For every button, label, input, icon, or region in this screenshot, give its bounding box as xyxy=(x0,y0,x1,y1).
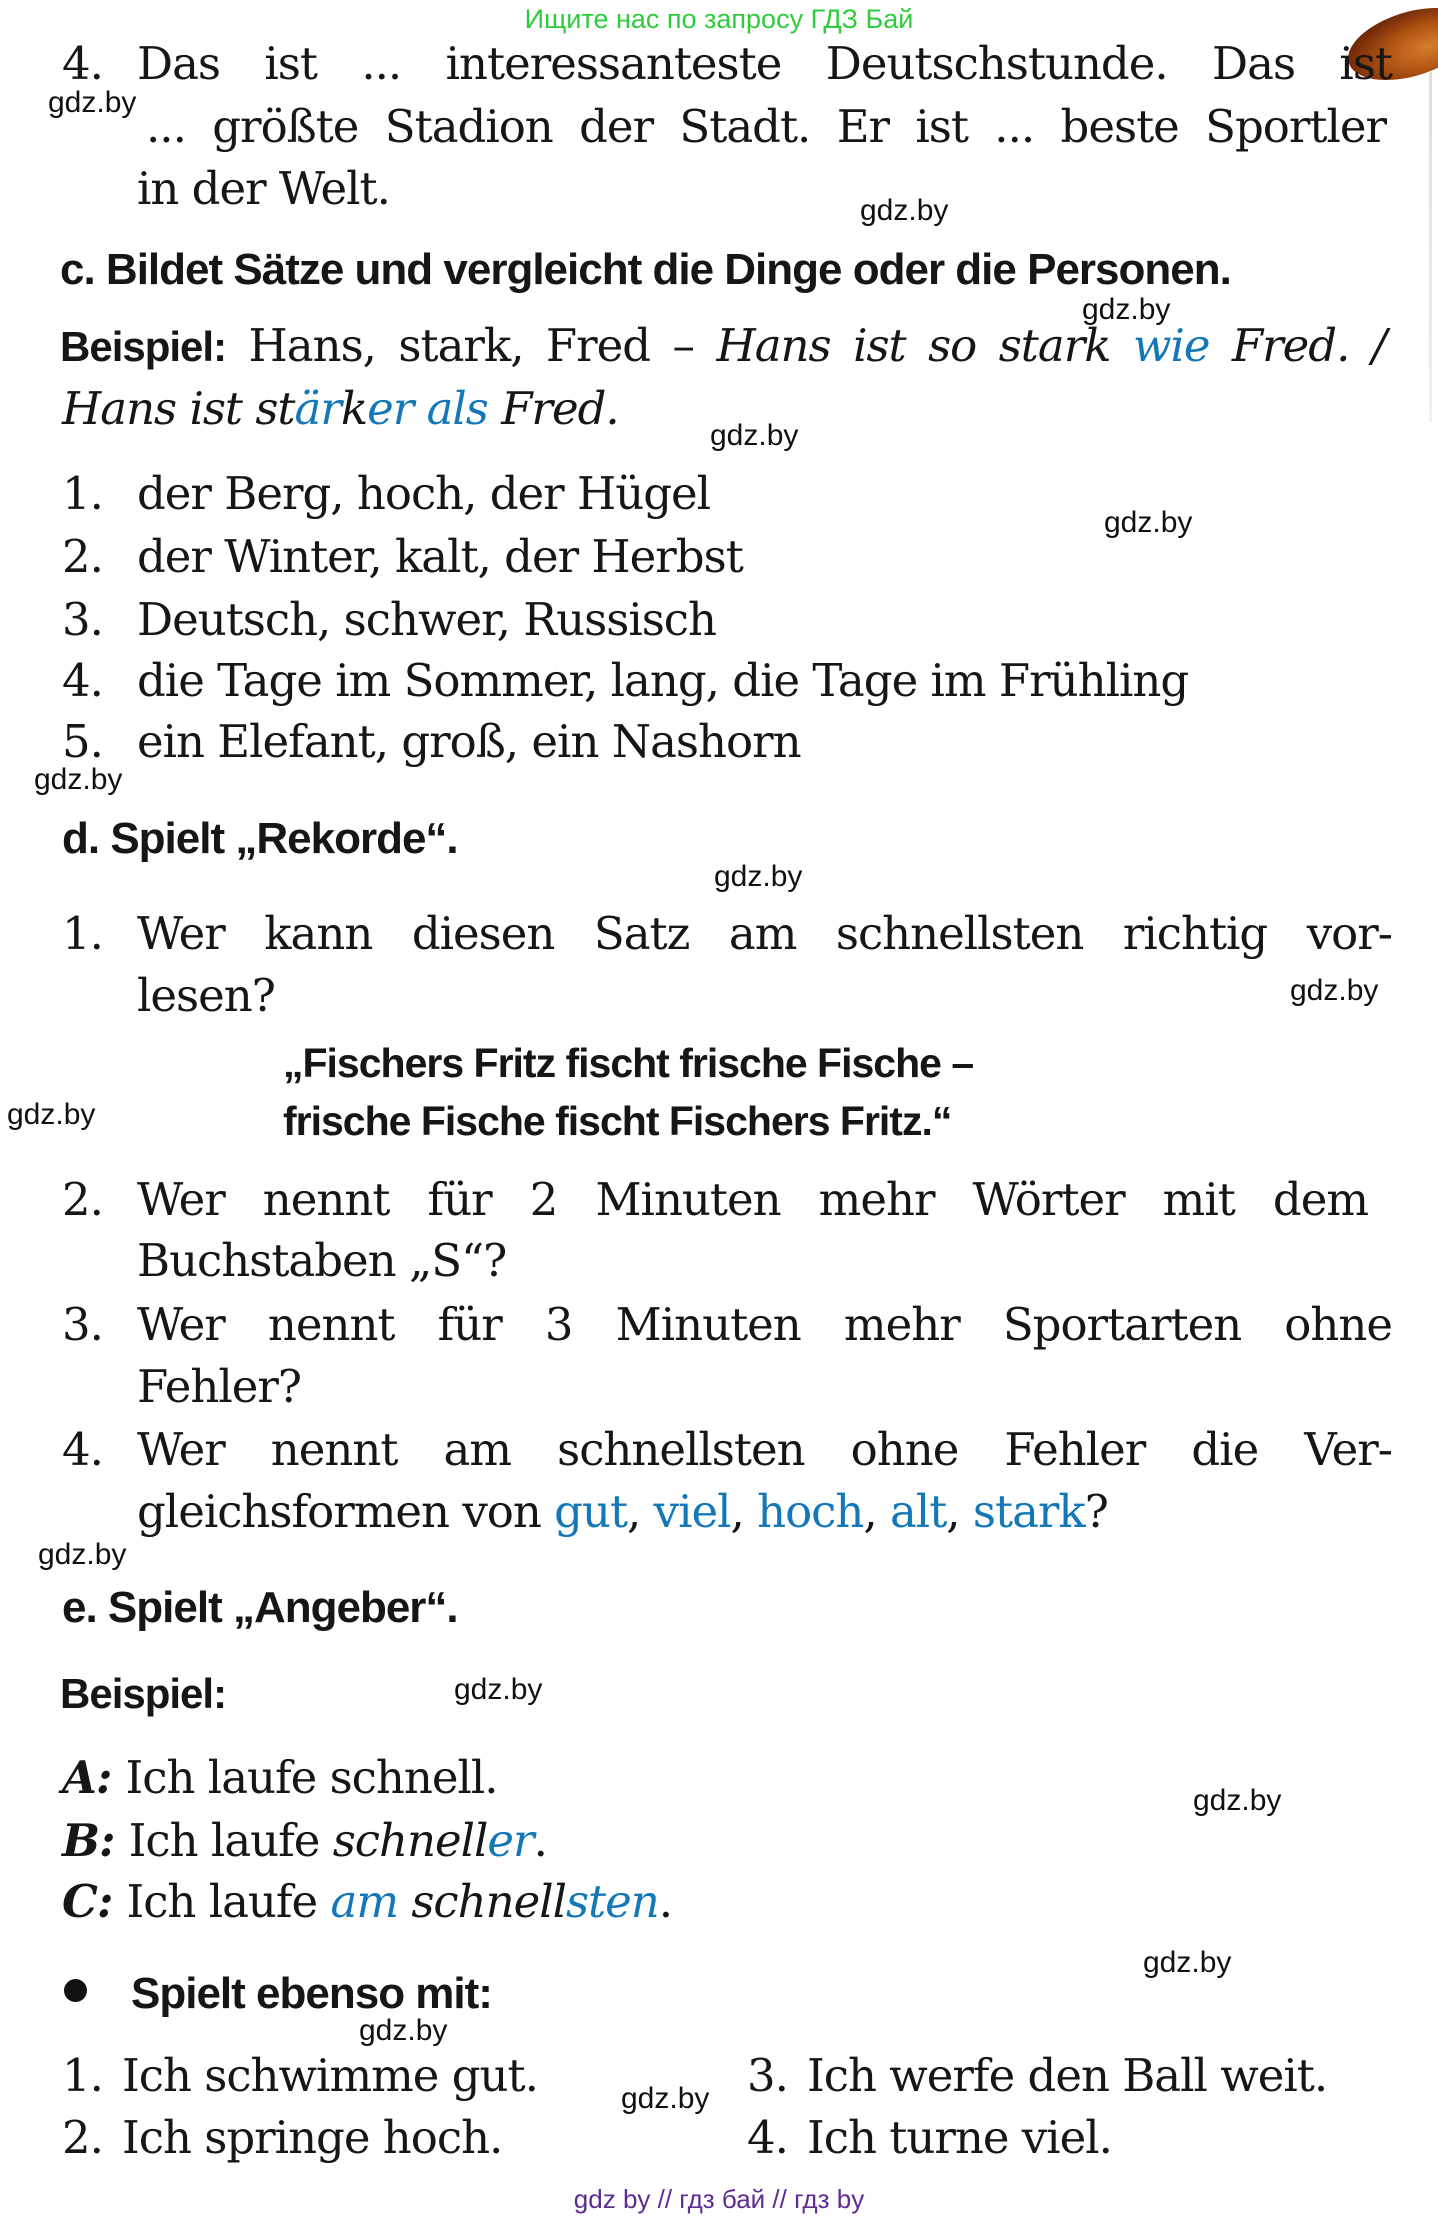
separator: , xyxy=(946,1485,973,1538)
drill-item xyxy=(62,2110,502,2166)
watermark-gdz: gdz.by xyxy=(34,763,123,796)
example-tail: Fred. / xyxy=(1209,319,1386,372)
dialog-line-c xyxy=(62,1874,672,1930)
page-edge-shadow xyxy=(1429,72,1432,422)
watermark-gdz: gdz.by xyxy=(1104,506,1193,539)
question-text: Wer nennt für 3 Minuten mehr Sportarten ohne xyxy=(137,1298,1392,1351)
question-text: Wer kann diesen Satz am schnellsten richtig vor- xyxy=(137,907,1392,960)
item-number: 4. xyxy=(747,2111,788,2164)
watermark-gdz: gdz.by xyxy=(38,1538,127,1571)
item-text: Deutsch, schwer, Russisch xyxy=(137,593,716,646)
highlight-word: hoch xyxy=(757,1485,864,1538)
example2-seg: Hans ist st xyxy=(62,382,295,435)
item-number: 4. xyxy=(62,654,103,707)
dialog-text: Ich laufe xyxy=(128,1814,333,1867)
speaker-label: A: xyxy=(62,1751,112,1804)
question-line xyxy=(62,1422,1392,1478)
example-given: Hans, stark, Fred – xyxy=(248,319,717,372)
dialog-line-b xyxy=(62,1813,547,1869)
watermark-gdz: gdz.by xyxy=(1143,1946,1232,1979)
bullet-icon xyxy=(64,1979,87,2002)
section-d-heading: d. Spielt „Rekorde“. xyxy=(62,814,458,863)
watermark-gdz: gdz.by xyxy=(621,2082,710,2115)
dialog-line-a xyxy=(62,1750,498,1806)
dialog-text: Ich laufe xyxy=(126,1875,331,1928)
promo-banner: Ищите нас по запросу ГДЗ Бай xyxy=(524,4,914,34)
section-c-example-line2 xyxy=(62,381,619,437)
question-continuation: lesen? xyxy=(137,969,275,1022)
footer-watermark: gdz by // гдз бай // гдз by xyxy=(573,2184,865,2214)
highlight-suffix: sten xyxy=(566,1875,659,1928)
bullet-heading-line xyxy=(64,1966,492,2021)
question-continuation xyxy=(137,1484,1108,1540)
exercise4-line2-text: ... größte Stadion der Stadt. Er ist ... beste Sportler xyxy=(146,100,1386,153)
highlight-word: am xyxy=(330,1875,412,1928)
highlight-word: alt xyxy=(889,1485,947,1538)
drill-item xyxy=(62,2048,538,2104)
item-number: 1. xyxy=(62,2049,103,2102)
item-text: ein Elefant, groß, ein Nashorn xyxy=(137,715,801,768)
speaker-label: B: xyxy=(62,1814,115,1867)
question-number: 4. xyxy=(62,1423,103,1476)
question-mark: ? xyxy=(1084,1485,1108,1538)
watermark-gdz: gdz.by xyxy=(454,1673,543,1706)
example2-highlight: är xyxy=(294,382,341,435)
separator: , xyxy=(627,1485,654,1538)
example-highlight-wie: wie xyxy=(1132,319,1210,372)
item-text: die Tage im Sommer, lang, die Tage im Frühling xyxy=(137,654,1189,707)
separator: , xyxy=(730,1485,758,1538)
exercise4-number: 4. xyxy=(62,37,103,90)
speaker-label: C: xyxy=(62,1875,113,1928)
example2-seg: Fred. xyxy=(487,382,619,435)
item-number: 1. xyxy=(62,467,103,520)
example2-seg: k xyxy=(340,382,368,435)
watermark-gdz: gdz.by xyxy=(714,860,803,893)
question-text: gleichsformen von xyxy=(137,1485,555,1538)
item-number: 5. xyxy=(62,715,103,768)
section-c-heading: c. Bildet Sätze und vergleicht die Dinge oder die Personen. xyxy=(60,245,1231,294)
question-continuation: Buchstaben „S“? xyxy=(137,1234,507,1287)
bullet-heading-text: Spielt ebenso mit: xyxy=(131,1969,492,2018)
watermark-gdz: gdz.by xyxy=(7,1098,96,1131)
question-continuation: Fehler? xyxy=(137,1360,302,1413)
separator: , xyxy=(863,1485,890,1538)
highlight-suffix: er xyxy=(487,1814,534,1867)
drill-item xyxy=(747,2110,1112,2166)
question-number: 1. xyxy=(62,907,103,960)
list-item xyxy=(62,653,1188,709)
item-number: 3. xyxy=(62,593,103,646)
drill-item xyxy=(747,2048,1327,2104)
list-item xyxy=(62,592,716,648)
watermark-gdz: gdz.by xyxy=(48,86,137,119)
item-text: Ich schwimme gut. xyxy=(122,2049,538,2102)
question-text: Wer nennt für 2 Minuten mehr Wörter mit dem xyxy=(137,1173,1368,1226)
list-item xyxy=(62,714,801,770)
list-item xyxy=(62,466,710,522)
item-text: Ich turne viel. xyxy=(807,2111,1112,2164)
example-sentence: Hans ist so stark xyxy=(716,319,1133,372)
tongue-twister-line1: „Fischers Fritz fischt frische Fische – xyxy=(283,1040,974,1086)
exercise4-line1-text: Das ist ... interessanteste Deutschstunde. Das ist xyxy=(137,37,1392,90)
highlight-word: gut xyxy=(554,1485,628,1538)
dialog-text-italic: schnell xyxy=(411,1875,566,1928)
watermark-gdz: gdz.by xyxy=(359,2014,448,2047)
example-label: Beispiel: xyxy=(60,323,227,370)
item-text: Ich springe hoch. xyxy=(122,2111,503,2164)
question-line xyxy=(62,906,1392,962)
exercise4-line1 xyxy=(62,36,1392,92)
item-text: der Berg, hoch, der Hügel xyxy=(137,467,711,520)
question-line xyxy=(62,1172,1368,1228)
dialog-period: . xyxy=(658,1875,673,1928)
watermark-gdz: gdz.by xyxy=(1193,1784,1282,1817)
example-label: Beispiel: xyxy=(60,1670,227,1717)
dialog-period: . xyxy=(533,1814,547,1867)
section-c-example-line1 xyxy=(60,318,1386,374)
item-text: der Winter, kalt, der Herbst xyxy=(137,530,743,583)
item-number: 2. xyxy=(62,530,103,583)
watermark-gdz: gdz.by xyxy=(860,194,949,227)
highlight-word: viel xyxy=(653,1485,731,1538)
question-text: Wer nennt am schnellsten ohne Fehler die Ver- xyxy=(137,1423,1392,1476)
question-line xyxy=(62,1297,1392,1353)
dialog-text: Ich laufe schnell. xyxy=(125,1751,498,1804)
question-number: 2. xyxy=(62,1173,103,1226)
item-number: 3. xyxy=(747,2049,788,2102)
watermark-gdz: gdz.by xyxy=(1290,974,1379,1007)
section-e-heading: e. Spielt „Angeber“. xyxy=(62,1583,458,1632)
example2-highlight: er als xyxy=(367,382,488,435)
dialog-text-italic: schnell xyxy=(332,1814,488,1867)
highlight-word: stark xyxy=(972,1485,1085,1538)
question-number: 3. xyxy=(62,1298,103,1351)
watermark-gdz: gdz.by xyxy=(1082,293,1171,326)
list-item xyxy=(62,529,743,585)
watermark-gdz: gdz.by xyxy=(710,419,799,452)
item-text: Ich werfe den Ball weit. xyxy=(807,2049,1328,2102)
exercise4-line2 xyxy=(146,99,1386,155)
exercise4-line3: in der Welt. xyxy=(137,162,390,215)
tongue-twister-line2: frische Fische fischt Fischers Fritz.“ xyxy=(283,1098,952,1144)
item-number: 2. xyxy=(62,2111,103,2164)
